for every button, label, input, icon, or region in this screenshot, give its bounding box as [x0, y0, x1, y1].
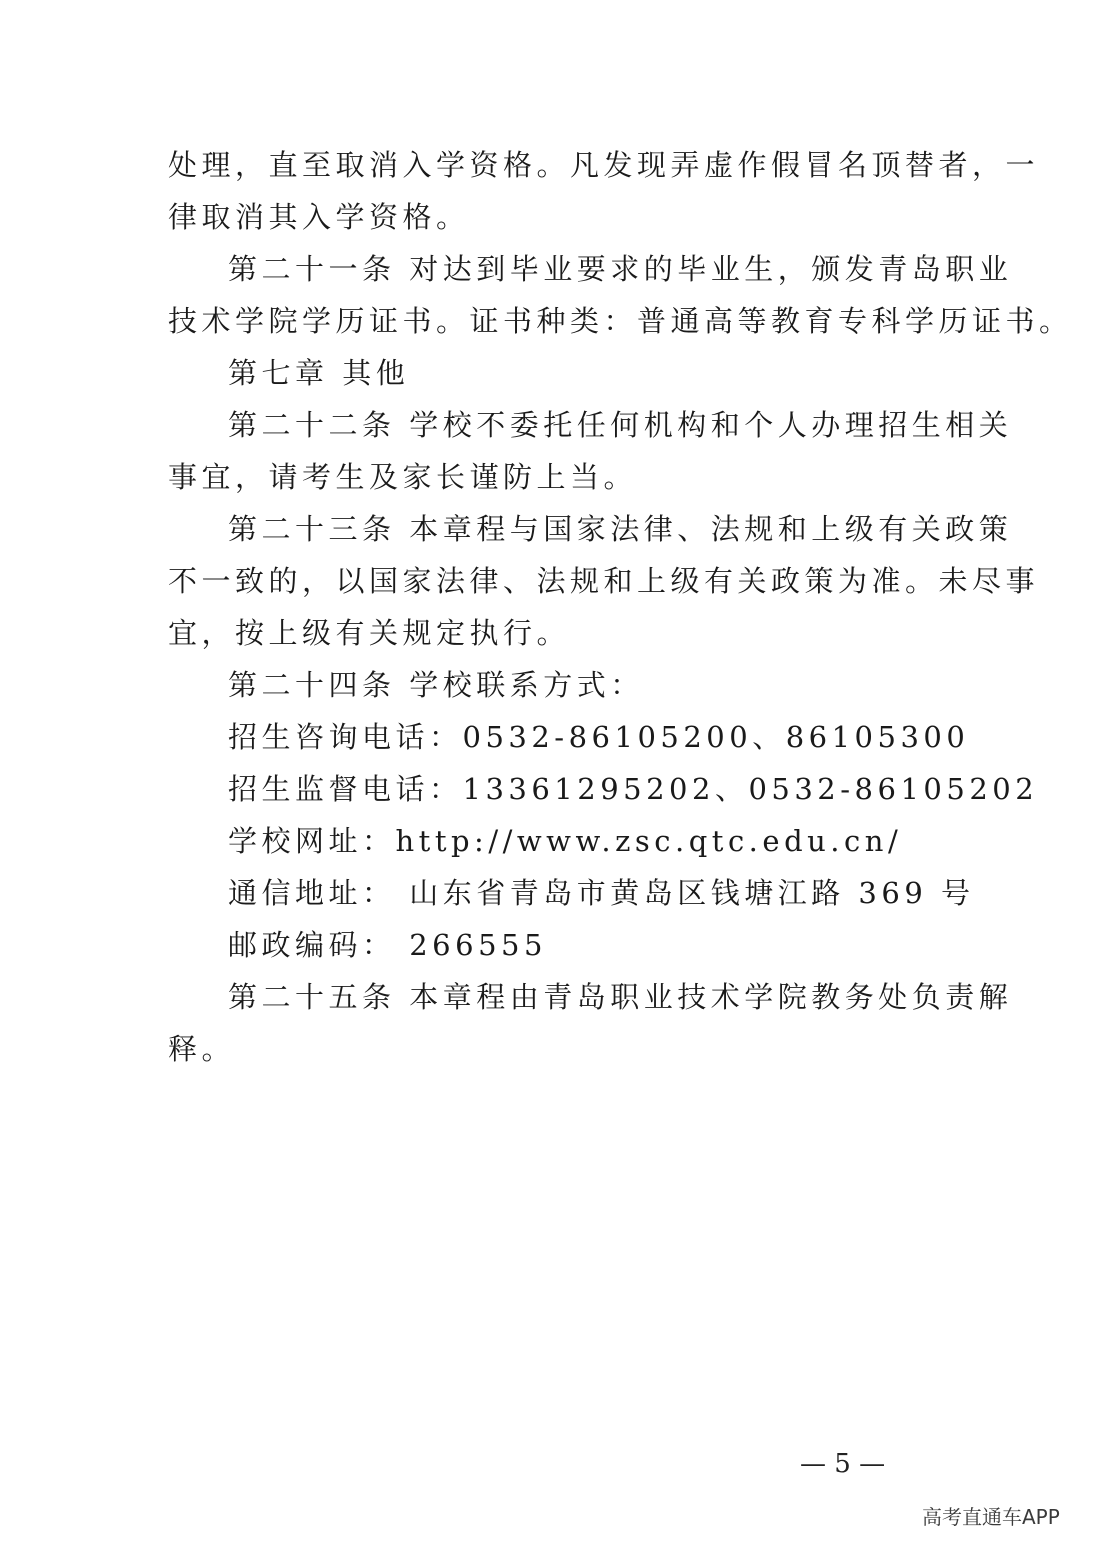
article-25-line: 第二十五条 本章程由青岛职业技术学院教务处负责解 — [228, 980, 1013, 1014]
paragraph-line: 技术学院学历证书。证书种类：普通高等教育专科学历证书。 — [168, 304, 1073, 338]
school-website: 学校网址：http://www.zsc.qtc.edu.cn/ — [228, 824, 903, 858]
article-21-line: 第二十一条 对达到毕业要求的毕业生，颁发青岛职业 — [228, 252, 1013, 286]
chapter-heading: 第七章 其他 — [228, 356, 410, 390]
article-22-line: 第二十二条 学校不委托任何机构和个人办理招生相关 — [228, 408, 1013, 442]
postal-code: 邮政编码： 266555 — [228, 928, 547, 962]
paragraph-line: 处理，直至取消入学资格。凡发现弄虚作假冒名顶替者，一 — [168, 148, 1040, 182]
paragraph-line: 事宜，请考生及家长谨防上当。 — [168, 460, 638, 494]
paragraph-line: 不一致的，以国家法律、法规和上级有关政策为准。未尽事 — [168, 564, 1040, 598]
article-24-line: 第二十四条 学校联系方式： — [228, 668, 644, 702]
paragraph-line: 释。 — [168, 1032, 236, 1066]
admissions-phone: 招生咨询电话：0532-86105200、86105300 — [228, 720, 970, 754]
watermark: 高考直通车APP — [922, 1505, 1060, 1529]
paragraph-line: 宜，按上级有关规定执行。 — [168, 616, 571, 650]
mailing-address: 通信地址： 山东省青岛市黄岛区钱塘江路 369 号 — [228, 876, 975, 910]
paragraph-line: 律取消其入学资格。 — [168, 200, 470, 234]
page-number: — 5 — — [800, 1449, 886, 1479]
article-23-line: 第二十三条 本章程与国家法律、法规和上级有关政策 — [228, 512, 1013, 546]
supervision-phone: 招生监督电话：13361295202、0532-86105202 — [228, 772, 1039, 806]
